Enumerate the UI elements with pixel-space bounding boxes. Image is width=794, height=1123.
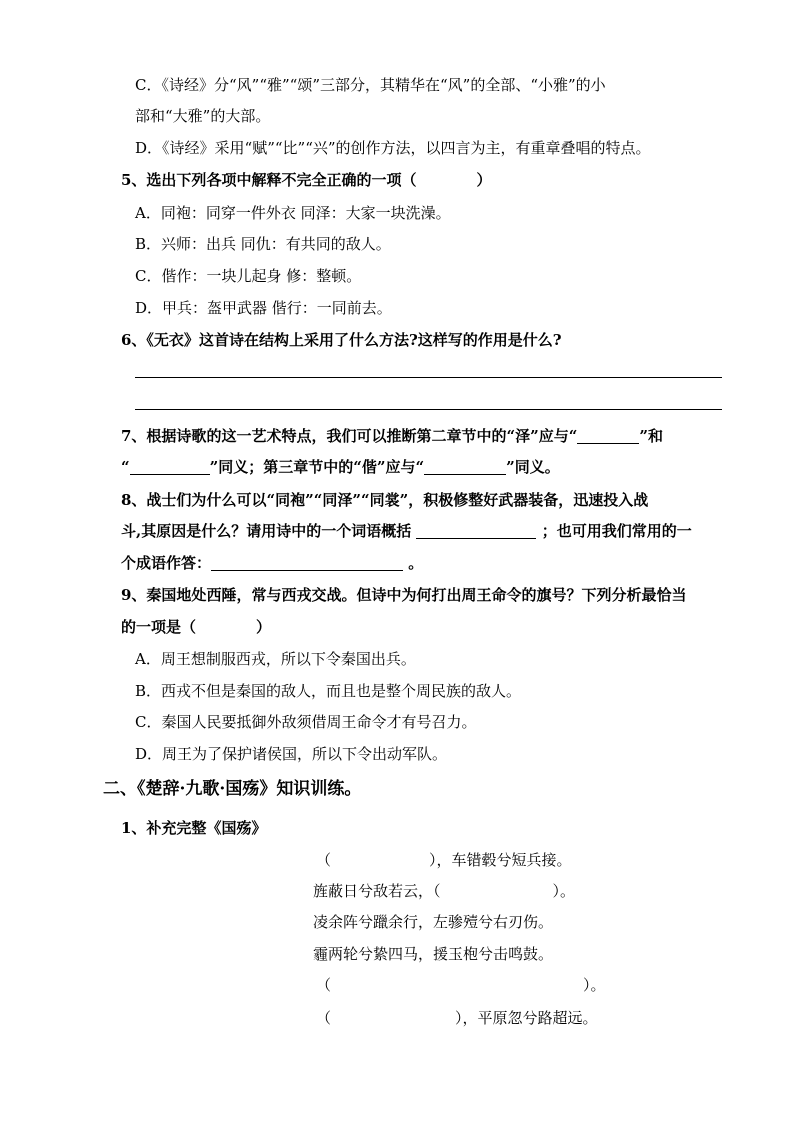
- q8-line3: [121, 553, 423, 573]
- q4-option-c-line1: C．《诗经》分“风”“雅”“颂”三部分，其精华在“风”的全部、“小雅”的小: [135, 76, 606, 94]
- q9-option-c: C．秦国人民要抵御外敌须借周王命令才有号召力。: [135, 713, 477, 731]
- q8-line3-end: 。: [408, 554, 424, 572]
- q9-option-a: A．周王想制服西戎，所以下令秦国出兵。: [135, 650, 416, 668]
- q7-line2-middle: ”同义；第三章节中的“偕”应与“: [209, 458, 425, 476]
- q8-blank-idiom[interactable]: [211, 554, 403, 571]
- q9-line2: 的一项是（ ）: [121, 618, 272, 636]
- q6-answer-line-2[interactable]: [135, 409, 722, 410]
- q4-option-d: D．《诗经》采用“赋”“比”“兴”的创作方法，以四言为主，有重章叠唱的特点。: [135, 139, 651, 157]
- poem-line-2: [313, 881, 575, 901]
- section-2-q1: 1、补充完整《国殇》: [121, 819, 267, 837]
- q7-line1-end: ”和: [639, 427, 663, 445]
- q5-option-b: B．兴师：出兵 同仇：有共同的敌人。: [135, 235, 391, 253]
- q6-stem: 6、《无衣》这首诗在结构上采用了什么方法?这样写的作用是什么?: [121, 331, 562, 349]
- q8-line2-text: 斗,其原因是什么？请用诗中的一个词语概括: [121, 522, 412, 540]
- poem-line-4: 霾两轮兮絷四马，援玉枹兮击鸣鼓。: [313, 945, 554, 963]
- poem-line-1-text: ），车错毂兮短兵接。: [429, 851, 572, 869]
- q4-option-c-line2: 部和“大雅”的大部。: [135, 107, 271, 125]
- q8-blank-word[interactable]: [416, 522, 536, 539]
- q7-line2: [121, 457, 560, 477]
- poem-line-1-open: （: [316, 851, 332, 869]
- section-2-title: 二、《楚辞·九歌·国殇》知识训练。: [103, 779, 362, 799]
- q6-answer-line-1[interactable]: [135, 377, 722, 378]
- poem-line-6-text: ），平原忽兮路超远。: [455, 1009, 598, 1027]
- poem-line-6: [316, 1008, 598, 1028]
- q7-blank-3[interactable]: [424, 458, 506, 475]
- q7-line1-text: 7、根据诗歌的这一艺术特点，我们可以推断第二章节中的“泽”应与“: [121, 427, 578, 445]
- poem-line-5-open: （: [316, 976, 332, 994]
- q7-line2-open: “: [121, 458, 130, 476]
- q8-line1: 8、战士们为什么可以“同袍”“同泽”“同裳”，积极修整好武器装备，迅速投入战: [121, 491, 649, 509]
- q7-blank-2[interactable]: [130, 458, 210, 475]
- poem-line-2-text: 旌蔽日兮敌若云，（: [313, 882, 441, 900]
- q5-option-d: D．甲兵：盔甲武器 偕行：一同前去。: [135, 299, 392, 317]
- q7-line2-end: ”同义。: [506, 458, 560, 476]
- poem-line-5: [316, 975, 606, 995]
- q9-option-b: B．西戎不但是秦国的敌人，而且也是整个周民族的敌人。: [135, 682, 522, 700]
- q9-option-d: D．周王为了保护诸侯国，所以下令出动军队。: [135, 745, 448, 763]
- q5-stem: 5、选出下列各项中解释不完全正确的一项（ ）: [121, 171, 492, 189]
- q9-line1: 9、秦国地处西陲，常与西戎交战。但诗中为何打出周王命令的旗号？下列分析最恰当: [121, 586, 687, 604]
- q5-option-a: A．同袍：同穿一件外衣 同泽：大家一块洗澡。: [135, 204, 451, 222]
- q8-line2: [121, 521, 692, 541]
- poem-line-6-open: （: [316, 1009, 332, 1027]
- poem-line-1: [316, 850, 572, 870]
- q8-line2-end: ；也可用我们常用的一: [541, 522, 692, 540]
- poem-line-3: 凌余阵兮躐余行，左骖殪兮右刃伤。: [313, 913, 554, 931]
- q7-blank-1[interactable]: [577, 427, 639, 444]
- poem-line-2-close: ）。: [552, 882, 576, 900]
- q8-line3-text: 个成语作答：: [121, 554, 212, 572]
- q7-line1: [121, 426, 663, 446]
- q5-option-c: C．偕作：一块儿起身 修：整顿。: [135, 267, 362, 285]
- poem-line-5-close: ）。: [583, 976, 606, 994]
